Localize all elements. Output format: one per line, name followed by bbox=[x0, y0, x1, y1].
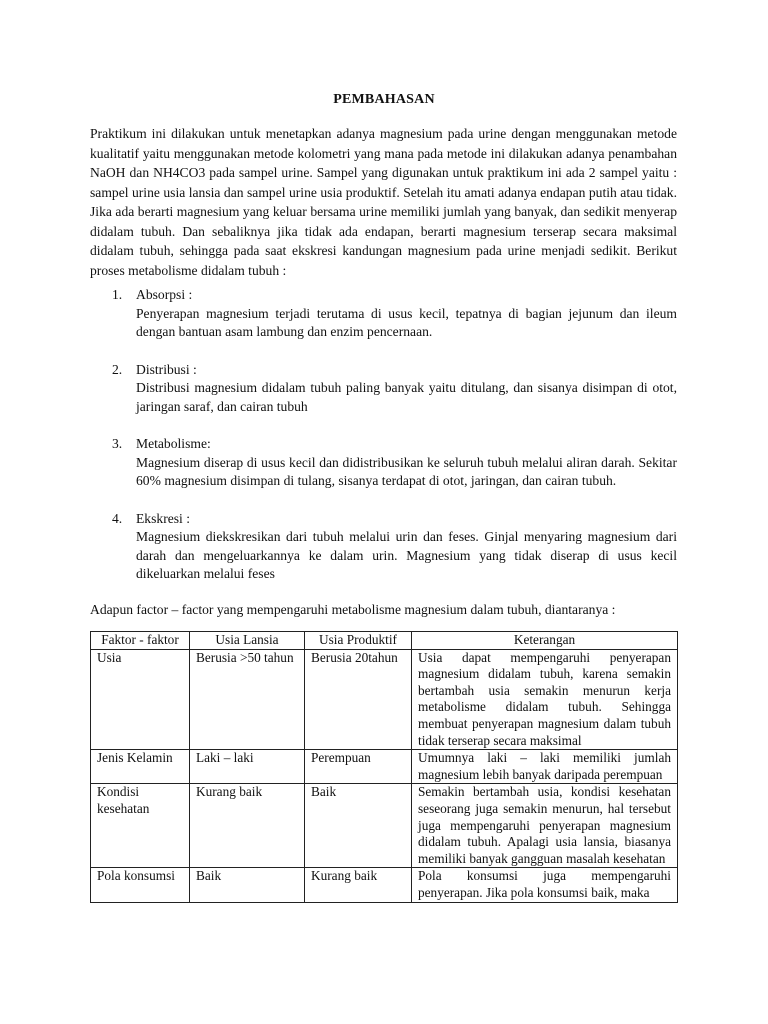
cell-faktor: Pola konsumsi bbox=[91, 868, 190, 902]
cell-lansia: Berusia >50 tahun bbox=[190, 649, 305, 750]
cell-produktif: Baik bbox=[305, 784, 412, 868]
header-usia-lansia: Usia Lansia bbox=[190, 632, 305, 650]
table-row bbox=[91, 784, 678, 868]
header-keterangan: Keterangan bbox=[412, 632, 678, 650]
cell-faktor: Usia bbox=[91, 649, 190, 750]
intro-paragraph: Praktikum ini dilakukan untuk menetapkan adanya magnesium pada urine dengan menggunakan metode kualitatif yaitu menggunakan metode kolometri yang mana pada metode ini dilakukan adanya penambahan NaOH dan NH4CO3 pada sampel urine. Sampel yang digunakan untuk praktikum ini ada 2 sampel yaitu : sampel urine usia lansia dan sampel urine usia produktif. Setelah itu amati adanya endapan putih atau tidak. Jika ada berarti magnesium yang keluar bersama urine memiliki jumlah yang banyak, dan sedikit menyerap didalam tubuh. Dan sebaliknya jika tidak ada endapan, berarti magnesium terserap secara maksimal didalam tubuh, sehingga pada saat ekskresi kandungan magnesium pada urine menjadi sedikit. Berikut proses metabolisme didalam tubuh : bbox=[90, 126, 677, 278]
list-number: 3. bbox=[112, 436, 123, 451]
process-list bbox=[90, 286, 677, 603]
list-text: Magnesium diserap di usus kecil dan didistribusikan ke seluruh tubuh melalui aliran darah. Sekitar 60% magnesium disimpan di tulang, sisanya terdapat di otot, jaringan, dan cairan tubuh. bbox=[136, 454, 677, 488]
list-number: 2. bbox=[112, 361, 123, 377]
list-item-absorpsi bbox=[90, 286, 677, 342]
list-number: 1. bbox=[112, 287, 123, 302]
header-usia-produktif: Usia Produktif bbox=[305, 632, 412, 650]
header-faktor: Faktor - faktor bbox=[91, 632, 190, 650]
cell-keterangan: Usia dapat mempengaruhi penyerapan magnesium didalam tubuh, karena semakin bertambah usia semakin menurun kerja metabolisme didalam tubuh. Sehingga membuat penyerapan magnesium dalam tubuh tidak terserap secara maksimal bbox=[412, 649, 678, 750]
cell-keterangan: Pola konsumsi juga mempengaruhi penyerapan. Jika pola konsumsi baik, maka bbox=[412, 868, 678, 902]
list-heading: Ekskresi : bbox=[136, 510, 190, 526]
list-text: Penyerapan magnesium terjadi terutama di usus kecil, tepatnya di bagian jejunum dan ileum dengan bantuan asam lambung dan enzim pencernaan. bbox=[136, 305, 677, 339]
list-item-ekskresi bbox=[90, 510, 677, 584]
list-heading: Absorpsi : bbox=[136, 287, 193, 302]
factors-table bbox=[90, 631, 678, 903]
list-item-metabolisme bbox=[90, 435, 677, 491]
list-number: 4. bbox=[112, 510, 123, 526]
cell-keterangan: Semakin bertambah usia, kondisi kesehatan seseorang juga semakin menurun, hal tersebut juga mempengaruhi penyerapan magnesium didalam tubuh. Apalagi usia lansia, biasanya memiliki banyak gangguan masalah kesehatan bbox=[412, 784, 678, 868]
cell-produktif: Perempuan bbox=[305, 750, 412, 784]
list-heading: Distribusi : bbox=[136, 361, 197, 377]
table-row bbox=[91, 649, 678, 750]
cell-keterangan: Umumnya laki – laki memiliki jumlah magnesium lebih banyak daripada perempuan bbox=[412, 750, 678, 784]
cell-faktor: Kondisi kesehatan bbox=[91, 784, 190, 868]
list-text: Magnesium diekskresikan dari tubuh melalui urin dan feses. Ginjal menyaring magnesium dari darah dan mengeluarkannya ke dalam urin. Magnesium yang tidak diserap di usus kecil dikeluarkan melalui feses bbox=[136, 529, 677, 581]
list-item-distribusi bbox=[90, 361, 677, 417]
cell-produktif: Kurang baik bbox=[305, 868, 412, 902]
table-row bbox=[91, 750, 678, 784]
list-heading: Metabolisme: bbox=[136, 436, 211, 451]
cell-faktor: Jenis Kelamin bbox=[91, 750, 190, 784]
cell-lansia: Kurang baik bbox=[190, 784, 305, 868]
cell-lansia: Laki – laki bbox=[190, 750, 305, 784]
list-text: Distribusi magnesium didalam tubuh paling banyak yaitu ditulang, dan sisanya disimpan di otot, jaringan saraf, dan cairan tubuh bbox=[136, 380, 677, 414]
page-title: PEMBAHASAN bbox=[333, 92, 435, 107]
table-row bbox=[91, 868, 678, 902]
table-header-row bbox=[91, 632, 678, 650]
factor-intro: Adapun factor – factor yang mempengaruhi metabolisme magnesium dalam tubuh, diantaranya : bbox=[90, 602, 616, 617]
cell-produktif: Berusia 20tahun bbox=[305, 649, 412, 750]
cell-lansia: Baik bbox=[190, 868, 305, 902]
